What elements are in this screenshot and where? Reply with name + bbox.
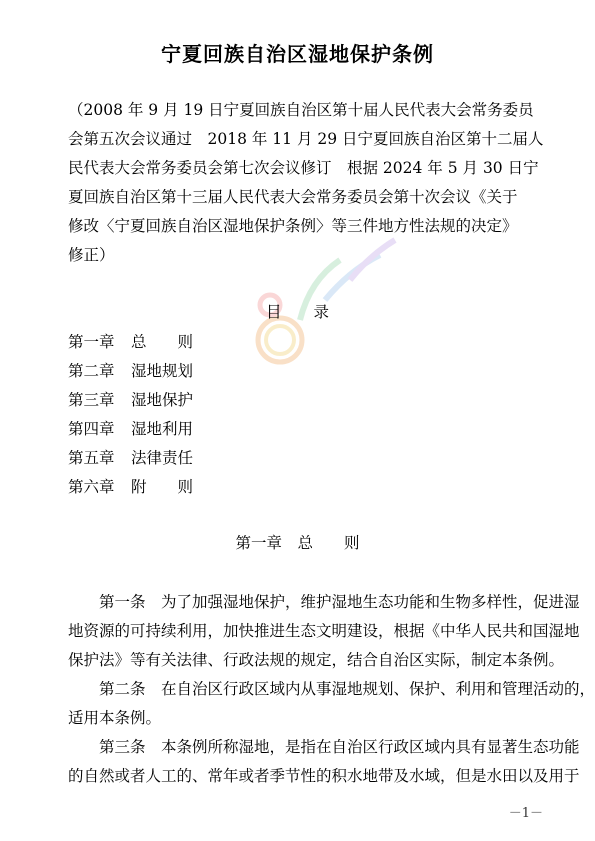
toc-chapter-name: 附 则 [131, 478, 194, 496]
body-line: 地资源的可持续利用，加快推进生态文明建设，根据《中华人民共和国湿地 [68, 622, 580, 640]
toc-item [68, 415, 193, 444]
body-line: 的自然或者人工的、常年或者季节性的积水地带及水域，但是水田以及用于 [68, 767, 580, 785]
toc-heading-char: 录 [313, 303, 330, 321]
toc-heading [266, 300, 329, 322]
toc-item [68, 473, 193, 502]
toc-item [68, 357, 193, 386]
table-of-contents [68, 328, 193, 502]
toc-chapter-number: 第二章 [68, 362, 115, 380]
toc-chapter-name: 湿地规划 [131, 362, 194, 380]
toc-chapter-number: 第五章 [68, 449, 115, 467]
history-line: 民代表大会常务委员会第七次会议修订 根据 2024 年 5 月 30 日宁 [68, 159, 539, 177]
history-line: 夏回族自治区第十三届人民代表大会常务委员会第十次会议《关于 [68, 188, 518, 206]
chapter-heading: 第一章 总 则 [235, 534, 360, 552]
history-line: 会第五次会议通过 2018 年 11 月 29 日宁夏回族自治区第十二届人 [68, 130, 544, 148]
body-line: 第一条 为了加强湿地保护，维护湿地生态功能和生物多样性，促进湿 [68, 593, 580, 611]
toc-item [68, 328, 193, 357]
toc-item [68, 386, 193, 415]
toc-chapter-name: 总 则 [131, 333, 194, 351]
page-number: －1－ [508, 806, 543, 821]
toc-chapter-number: 第三章 [68, 391, 115, 409]
document-title: 宁夏回族自治区湿地保护条例 [161, 42, 434, 66]
body-line: 第三条 本条例所称湿地，是指在自治区行政区域内具有显著生态功能 [68, 738, 580, 756]
toc-item [68, 444, 193, 473]
toc-chapter-number: 第四章 [68, 420, 115, 438]
toc-chapter-number: 第六章 [68, 478, 115, 496]
history-line: （2008 年 9 月 19 日宁夏回族自治区第十届人民代表大会常务委员 [68, 101, 534, 119]
body-line: 第二条 在自治区行政区域内从事湿地规划、保护、利用和管理活动的， [68, 680, 595, 698]
body-line: 适用本条例。 [68, 709, 162, 727]
toc-chapter-number: 第一章 [68, 333, 115, 351]
history-line: 修改〈宁夏回族自治区湿地保护条例〉等三件地方性法规的决定》 [68, 217, 518, 235]
toc-chapter-name: 湿地保护 [131, 391, 194, 409]
enactment-history [68, 96, 556, 270]
toc-chapter-name: 湿地利用 [131, 420, 194, 438]
history-line: 修正） [68, 246, 115, 264]
toc-heading-char: 目 [266, 303, 282, 321]
toc-chapter-name: 法律责任 [131, 449, 194, 467]
body-line: 保护法》等有关法律、行政法规的规定，结合自治区实际，制定本条例。 [68, 651, 565, 669]
article-body [68, 588, 595, 791]
